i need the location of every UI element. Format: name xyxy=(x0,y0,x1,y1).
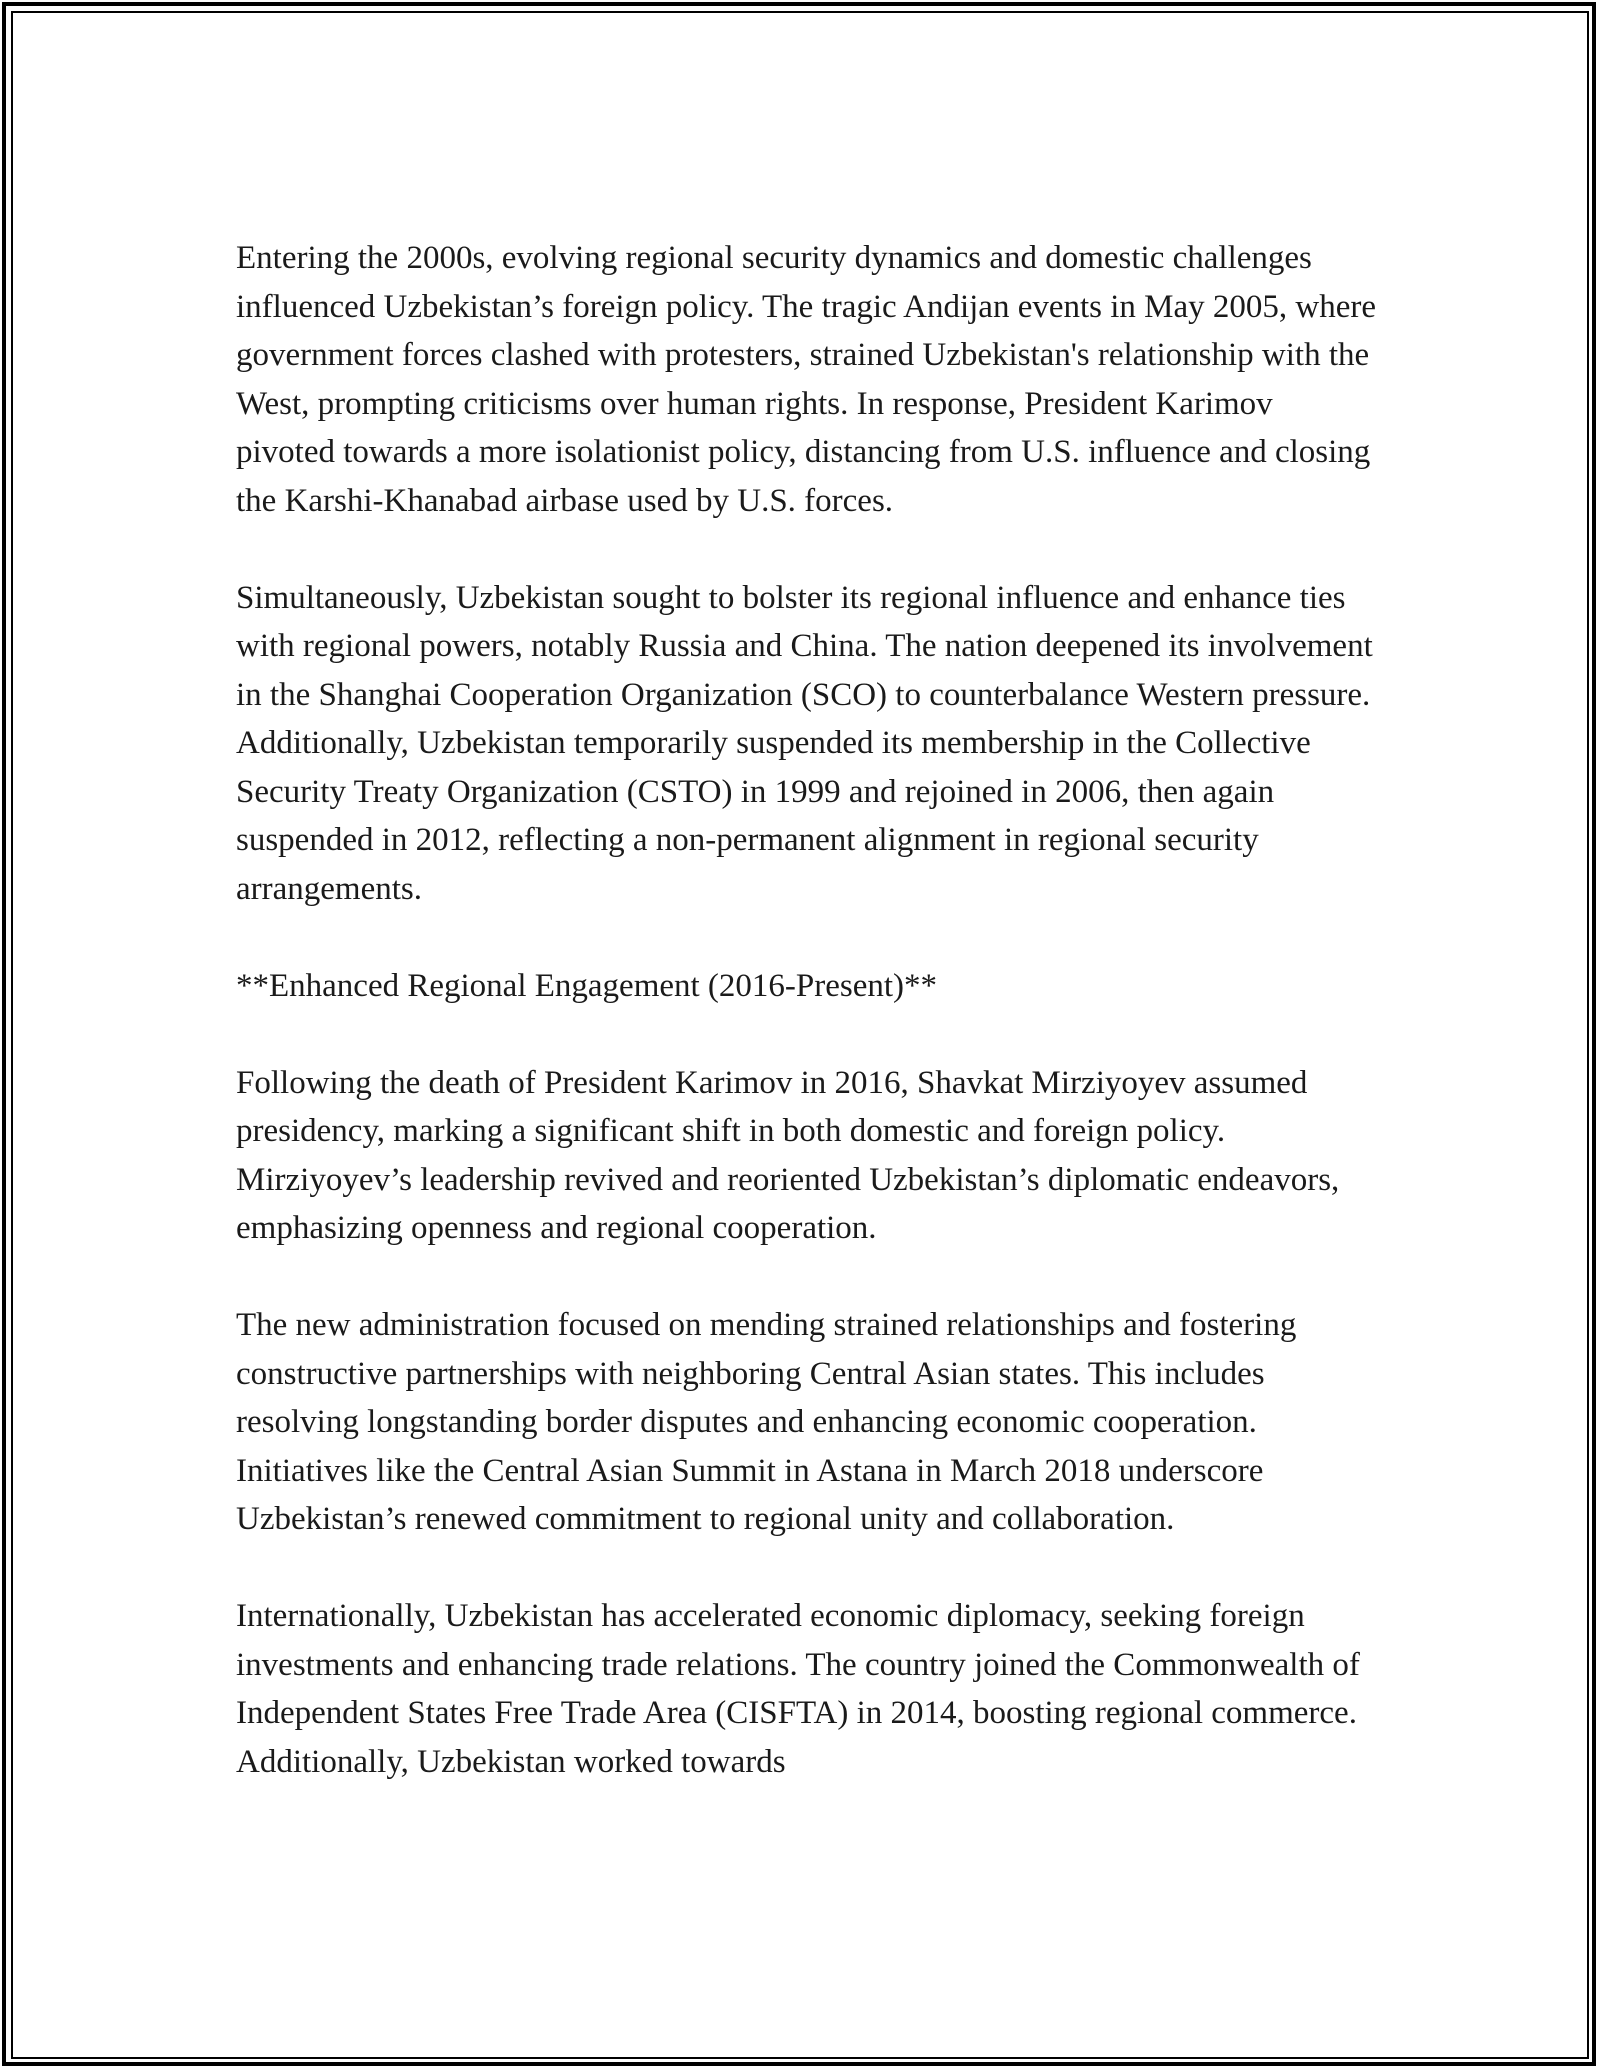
paragraph-mirziyoyev-presidency: Following the death of President Karimov in 2016, Shavkat Mirziyoyev assumed presidency, marking a significant shift in both domestic and foreign policy. Mirziyoyev’s leadership revived and reoriented Uzbekistan’s diplomatic endeavors, emphasizing openness and regional cooperation. xyxy=(236,1064,1340,1246)
paragraph-economic-diplomacy: Internationally, Uzbekistan has accelerated economic diplomacy, seeking foreign investments and enhancing trade relations. The country joined the Commonwealth of Independent States Free Trade Area (CISFTA) in 2014, boosting regional commerce. Additionally, Uzbekistan worked towards xyxy=(236,1598,1360,1780)
paragraph-andijan-events: Entering the 2000s, evolving regional security dynamics and domestic challenges influenced Uzbekistan’s foreign policy. The tragic Andijan events in May 2005, where government forces clashed with protesters, strained Uzbekistan's relationship with the West, prompting criticisms over human rights. In response, President Karimov pivoted towards a more isolationist policy, distancing from U.S. influence and closing the Karshi-Khanabad airbase used by U.S. forces. xyxy=(236,240,1377,519)
document-body xyxy=(236,234,1376,1835)
paragraph-regional-powers: Simultaneously, Uzbekistan sought to bolster its regional influence and enhance ties with regional powers, notably Russia and China. The nation deepened its involvement in the Shanghai Cooperation Organization (SCO) to counterbalance Western pressure. Additionally, Uzbekistan temporarily suspended its membership in the Collective Security Treaty Organization (CSTO) in 1999 and rejoined in 2006, then again suspended in 2012, reflecting a non-permanent alignment in regional security arrangements. xyxy=(236,579,1373,907)
section-heading-enhanced-regional-engagement: **Enhanced Regional Engagement (2016-Present)** xyxy=(236,967,938,1004)
paragraph-central-asian-partnerships: The new administration focused on mending strained relationships and fostering constructive partnerships with neighboring Central Asian states. This includes resolving longstanding border disputes and enhancing economic cooperation. Initiatives like the Central Asian Summit in Astana in March 2018 underscore Uzbekistan’s renewed commitment to regional unity and collaboration. xyxy=(236,1307,1297,1537)
